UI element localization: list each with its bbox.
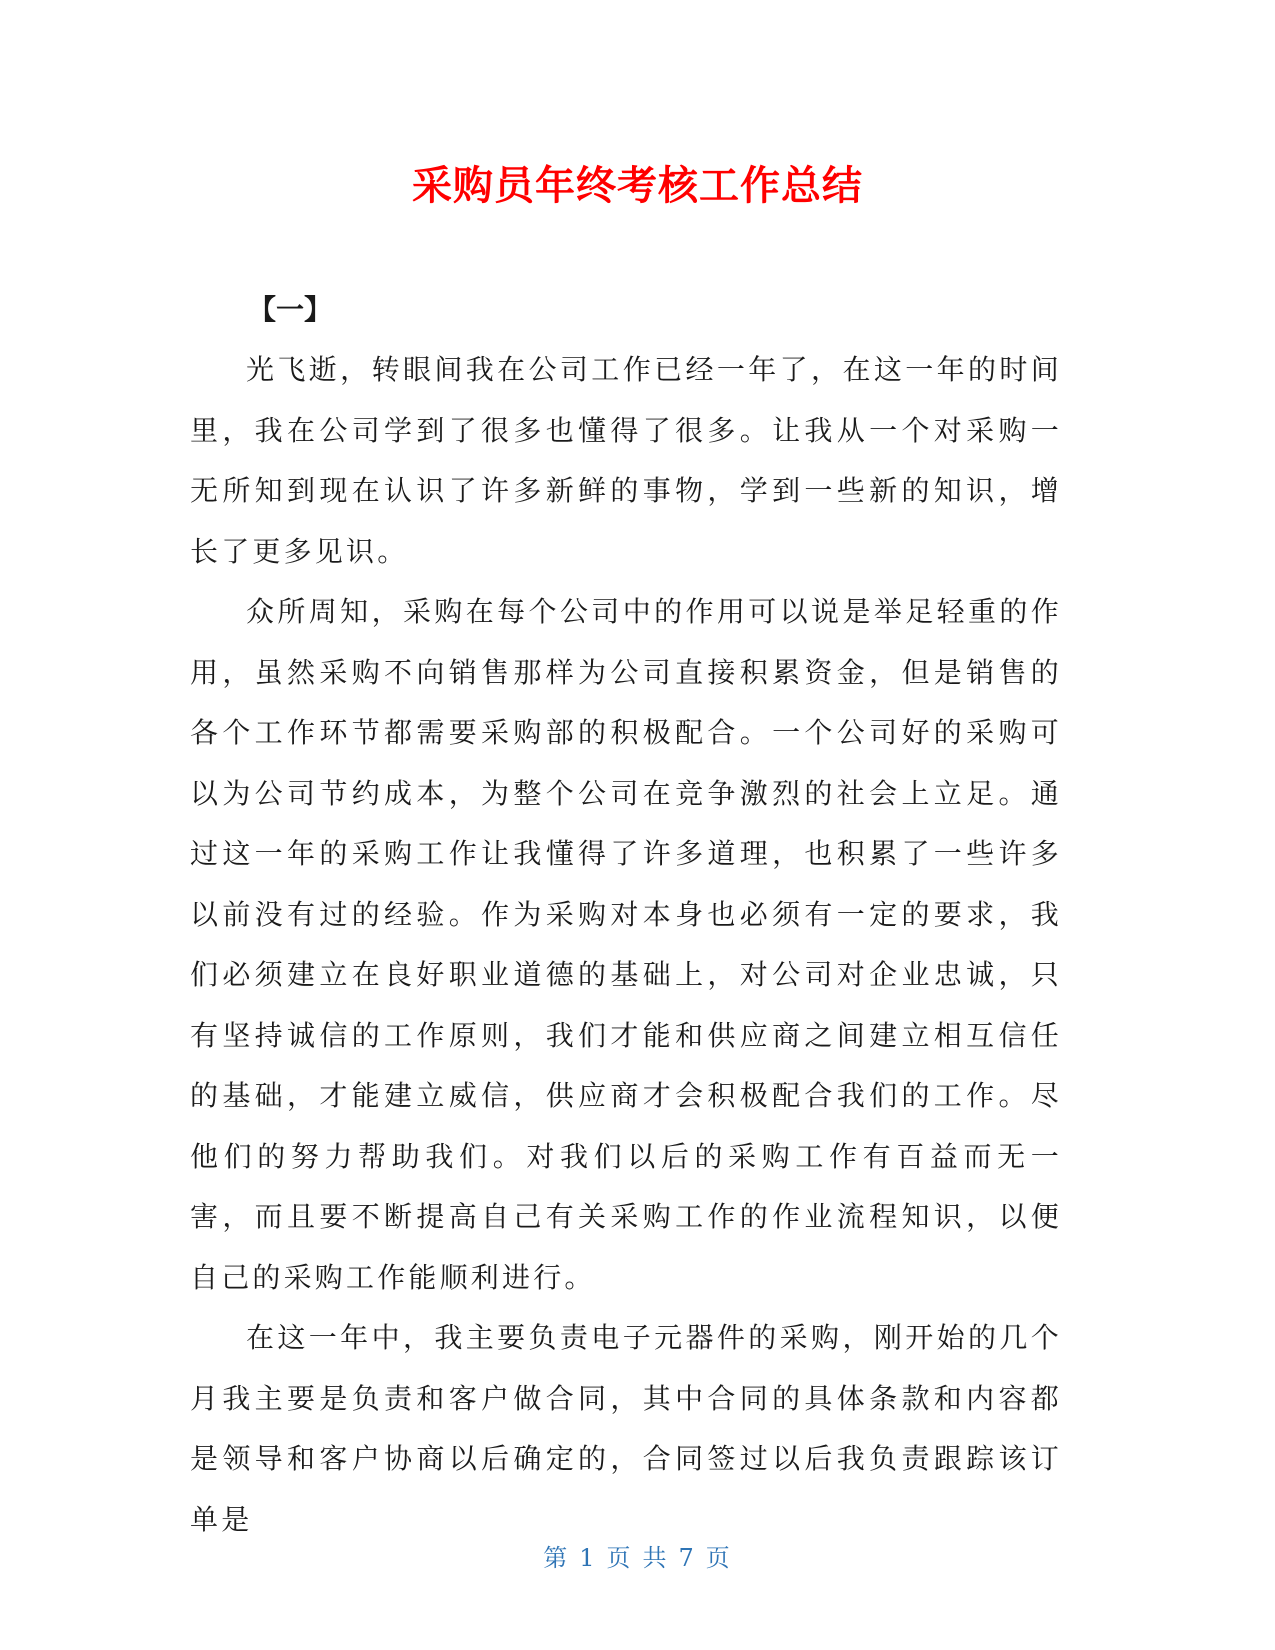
footer-page-unit: 页 — [606, 1544, 633, 1572]
section-marker: 【一】 — [248, 293, 333, 326]
paragraph-2: 众所周知，采购在每个公司中的作用可以说是举足轻重的作用，虽然采购不向销售那样为公司直接积累资金，但是销售的各个工作环节都需要采购部的积极配合。一个公司好的采购可以为公司节约成本，为整个公司在竞争激烈的社会上立足。通过这一年的采购工作让我懂得了许多道理，也积累了一些许多以前没有过的经验。作为采购对本身也必须有一定的要求，我们必须建立在良好职业道德的基础上，对公司对企业忠诚，只有坚持诚信的工作原则，我们才能和供应商之间建立相互信任的基础，才能建立威信，供应商才会积极配合我们的工作。尽他们的努力帮助我们。对我们以后的采购工作有百益而无一害，而且要不断提高自己有关采购工作的作业流程知识，以便自己的采购工作能顺利进行。 — [190, 595, 1062, 1294]
footer-total-prefix: 共 — [642, 1544, 669, 1572]
document-title: 采购员年终考核工作总结 — [412, 163, 863, 209]
footer-total-pages: 7 — [678, 1544, 696, 1572]
footer-current-page: 1 — [579, 1544, 597, 1572]
paragraph-1: 光飞逝，转眼间我在公司工作已经一年了，在这一年的时间里，我在公司学到了很多也懂得了很多。让我从一个对采购一无所知到现在认识了许多新鲜的事物，学到一些新的知识，增长了更多见识。 — [190, 353, 1062, 568]
paragraph-3: 在这一年中，我主要负责电子元器件的采购，刚开始的几个月我主要是负责和客户做合同，其中合同的具体条款和内容都是领导和客户协商以后确定的，合同签过以后我负责跟踪该订单是 — [190, 1321, 1062, 1536]
document-body — [190, 280, 1062, 1550]
footer-total-unit: 页 — [705, 1544, 732, 1572]
footer-prefix: 第 — [543, 1544, 570, 1572]
page-footer — [0, 1538, 1275, 1573]
